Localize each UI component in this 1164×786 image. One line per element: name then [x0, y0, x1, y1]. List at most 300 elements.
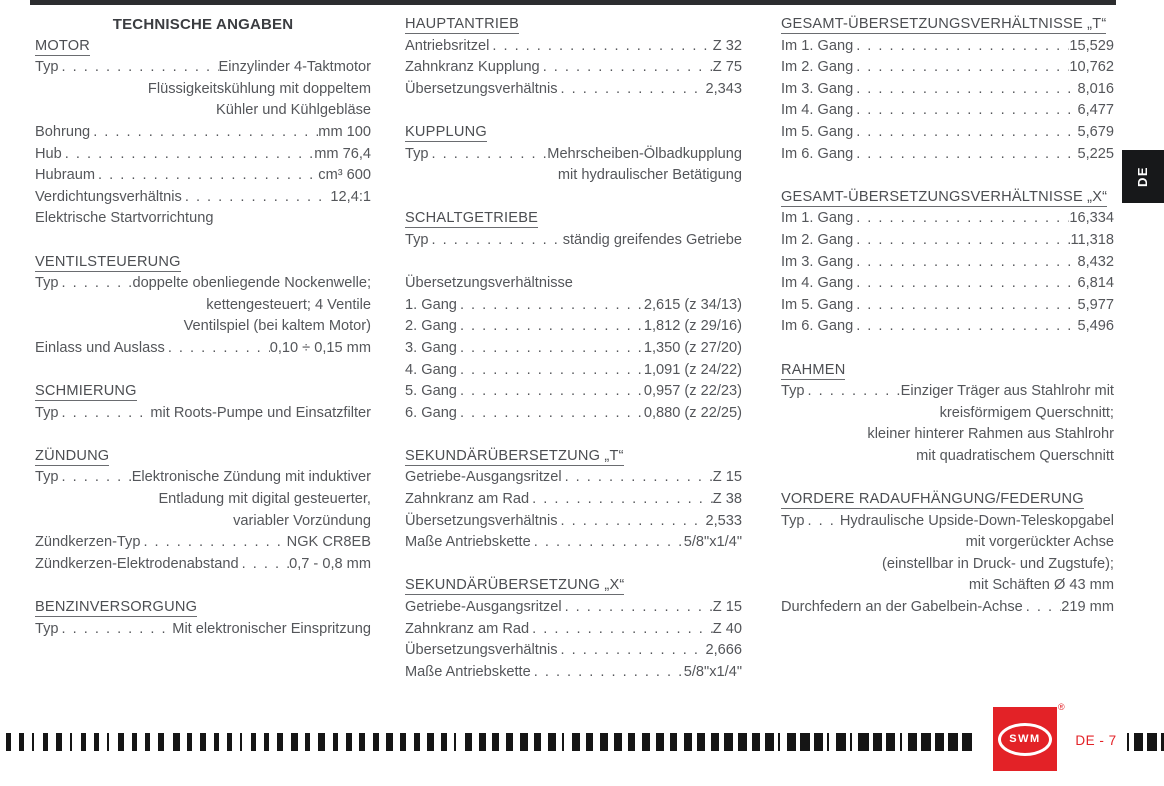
dot-leader	[805, 381, 901, 403]
barcode-bar	[873, 733, 882, 751]
spec-label: 4. Gang	[405, 361, 457, 378]
spec-value: 2,533	[705, 512, 742, 529]
spec-section	[35, 446, 371, 576]
spec-value: Mit elektronischer Einspritzung	[172, 620, 371, 637]
section-heading	[405, 122, 742, 144]
spec-section	[781, 187, 1114, 338]
section-heading-text: GESAMT-ÜBERSETZUNGSVERHÄLTNISSE „T“	[781, 16, 1107, 32]
barcode-bar	[158, 733, 164, 751]
spec-section	[35, 36, 371, 230]
spec-section	[781, 14, 1114, 165]
barcode-bar	[333, 733, 338, 751]
spec-row	[781, 381, 1114, 403]
spec-value: 11,318	[1070, 231, 1114, 248]
barcode-bar	[711, 733, 719, 751]
section-heading-text: GESAMT-ÜBERSETZUNGSVERHÄLTNISSE „X“	[781, 188, 1108, 205]
spec-row	[405, 403, 742, 425]
spec-value: 219 mm	[1061, 599, 1114, 616]
spec-value: Hydraulische Upside-Down-Teleskopgabel	[839, 512, 1114, 529]
barcode-bar	[132, 733, 137, 751]
spec-row	[35, 187, 371, 209]
barcode-bar	[670, 733, 677, 751]
spec-label: Zahnkranz Kupplung	[405, 59, 540, 76]
spec-row	[405, 597, 742, 619]
spec-value: 5/8"x1/4"	[683, 534, 742, 551]
spec-label: Im 2. Gang	[781, 59, 854, 76]
barcode-bar	[305, 733, 310, 751]
spec-row	[405, 338, 742, 360]
spec-label: Im 4. Gang	[781, 275, 854, 292]
barcode-bar	[724, 733, 733, 751]
section-heading-text: SCHALTGETRIEBE	[405, 210, 539, 227]
barcode-bar	[900, 733, 902, 751]
spec-line: Kühler und Kühlgebläse	[216, 102, 371, 119]
spec-label: Typ	[781, 383, 805, 400]
spec-row	[781, 57, 1114, 79]
dot-leader	[457, 360, 644, 382]
spec-label: Typ	[35, 59, 59, 76]
spec-section	[405, 122, 742, 187]
barcode-bar	[520, 733, 528, 751]
barcode-bar	[145, 733, 150, 751]
barcode-bar	[56, 733, 62, 751]
barcode-bar	[948, 733, 958, 751]
barcode-bar	[534, 733, 541, 751]
spec-value: 1,091 (z 24/22)	[643, 361, 742, 378]
barcode-bar	[800, 733, 810, 751]
barcode-bar	[173, 733, 180, 751]
spec-row	[781, 597, 1114, 619]
spec-row	[35, 619, 371, 641]
barcode-bar	[628, 733, 635, 751]
spec-label: Zahnkranz am Rad	[405, 491, 530, 508]
dot-leader	[853, 57, 1069, 79]
barcode-bar	[787, 733, 796, 751]
barcode-bar	[264, 733, 269, 751]
section-heading	[781, 14, 1114, 36]
dot-leader	[531, 662, 684, 684]
spec-value: 2,666	[705, 642, 742, 659]
spec-row	[405, 79, 742, 101]
spec-label: 3. Gang	[405, 339, 457, 356]
spec-row	[405, 532, 742, 554]
barcode-bar	[118, 733, 124, 751]
barcode-bar	[827, 733, 829, 751]
spec-line: mit hydraulischer Betätigung	[557, 167, 742, 184]
dot-leader	[457, 403, 644, 425]
swm-logo-oval	[998, 723, 1052, 756]
spec-label: Bohrung	[35, 123, 91, 140]
spec-label: Durchfedern an der Gabelbein-Achse	[781, 599, 1023, 616]
spec-row	[35, 57, 371, 79]
spec-value: ständig greifendes Getriebe	[562, 231, 742, 248]
spec-row	[781, 122, 1114, 144]
barcode-bar	[6, 733, 11, 751]
spec-value: 8,016	[1077, 80, 1114, 97]
spec-value: Mehrscheiben-Ölbadkupplung	[547, 145, 742, 162]
spec-row	[781, 100, 1114, 122]
language-tab	[1122, 150, 1164, 203]
spec-label: Übersetzungsverhältnis	[405, 512, 558, 529]
spec-row	[405, 467, 742, 489]
spec-row	[35, 554, 371, 576]
dot-leader	[558, 79, 706, 101]
barcode-bar	[414, 733, 420, 751]
spec-label: 1. Gang	[405, 296, 457, 313]
spec-value: Z 38	[712, 491, 742, 508]
barcode-bar	[400, 733, 406, 751]
barcode-bar	[427, 733, 434, 751]
spec-row	[781, 144, 1114, 166]
swm-logo-text: SWM	[1009, 733, 1041, 745]
barcode-bar	[291, 733, 298, 751]
spec-section	[781, 489, 1114, 619]
spec-value: Einzylinder 4-Taktmotor	[218, 59, 371, 76]
dot-leader	[59, 273, 133, 295]
spec-value: 8,432	[1077, 253, 1114, 270]
spec-value: doppelte obenliegende Nockenwelle;	[132, 275, 371, 292]
barcode-bar	[506, 733, 513, 751]
spec-value: Elektronische Zündung mit induktiver	[131, 469, 371, 486]
dot-leader	[853, 79, 1077, 101]
spec-row	[781, 208, 1114, 230]
spec-label: Im 6. Gang	[781, 318, 854, 335]
spec-label: Im 1. Gang	[781, 37, 854, 54]
dot-leader	[558, 511, 706, 533]
spec-row	[405, 662, 742, 684]
spec-value: Z 15	[712, 469, 742, 486]
spec-value: 1,812 (z 29/16)	[643, 318, 742, 335]
spec-row	[781, 273, 1114, 295]
spec-section	[35, 381, 371, 424]
spec-line: variabler Vorzündung	[233, 512, 371, 529]
spec-row	[781, 511, 1114, 533]
dot-leader	[489, 36, 712, 58]
spec-line: mit vorgerückter Achse	[965, 534, 1114, 551]
barcode-bar	[479, 733, 486, 751]
section-heading-text: HAUPTANTRIEB	[405, 16, 520, 32]
spec-label: Im 6. Gang	[781, 145, 854, 162]
section-heading-text: RAHMEN	[781, 361, 846, 378]
spec-label: Typ	[35, 404, 59, 421]
spec-value: 6,477	[1077, 102, 1114, 119]
barcode-bar	[19, 733, 24, 751]
spec-label: Im 3. Gang	[781, 253, 854, 270]
spec-row	[35, 165, 371, 187]
spec-label: Typ	[405, 145, 429, 162]
dot-leader	[429, 230, 563, 252]
left-column	[35, 14, 371, 640]
spec-value: 0,10 ÷ 0,15 mm	[269, 339, 371, 356]
dot-leader	[457, 316, 644, 338]
spec-row	[405, 316, 742, 338]
spec-label: Typ	[35, 469, 59, 486]
page-title: TECHNISCHE ANGABEN	[112, 16, 294, 33]
spec-section	[405, 575, 742, 683]
spec-row	[781, 79, 1114, 101]
section-heading-text: ZÜNDUNG	[35, 447, 110, 464]
barcode-bar	[70, 733, 72, 751]
top-rule	[30, 0, 1116, 5]
section-heading-text: BENZINVERSORGUNG	[35, 599, 198, 616]
spec-row	[405, 489, 742, 511]
spec-label: Typ	[405, 231, 429, 248]
barcode-bar	[227, 733, 232, 751]
spec-row	[781, 295, 1114, 317]
dot-leader	[805, 511, 840, 533]
barcode-bar	[908, 733, 917, 751]
spec-line: kettengesteuert; 4 Ventile	[206, 296, 371, 313]
dot-leader	[531, 532, 684, 554]
spec-row	[405, 619, 742, 641]
spec-line: kleiner hinterer Rahmen aus Stahlrohr	[867, 426, 1114, 443]
barcode-bar	[107, 733, 109, 751]
barcode-bar	[600, 733, 608, 751]
dot-leader	[59, 619, 173, 641]
spec-row	[405, 144, 742, 166]
spec-value: 5,679	[1077, 123, 1114, 140]
barcode-bar	[441, 733, 447, 751]
spec-value: 0,957 (z 22/23)	[643, 383, 742, 400]
spec-line: Übersetzungsverhältnisse	[405, 275, 573, 292]
spec-row	[781, 252, 1114, 274]
barcode-bar	[921, 733, 931, 751]
spec-label: Im 5. Gang	[781, 123, 854, 140]
spec-label: Maße Antriebskette	[405, 663, 531, 680]
spec-value: 12,4:1	[330, 188, 371, 205]
spec-label: Getriebe-Ausgangsritzel	[405, 599, 562, 616]
barcode-bar	[1147, 733, 1157, 751]
spec-value: Einziger Träger aus Stahlrohr mit	[900, 383, 1114, 400]
spec-line: mit Schäften Ø 43 mm	[968, 577, 1114, 594]
dot-leader	[562, 467, 713, 489]
dot-leader	[90, 122, 318, 144]
barcode-bar	[886, 733, 895, 751]
spec-row	[35, 532, 371, 554]
spec-label: Im 3. Gang	[781, 80, 854, 97]
dot-leader	[457, 381, 644, 403]
spec-label: Übersetzungsverhältnis	[405, 642, 558, 659]
spec-section	[781, 360, 1114, 468]
barcode-bar	[562, 733, 564, 751]
spec-row	[35, 122, 371, 144]
spec-value: 6,814	[1077, 275, 1114, 292]
spec-row	[405, 295, 742, 317]
spec-value: 5,496	[1077, 318, 1114, 335]
section-heading-text: SCHMIERUNG	[35, 383, 137, 400]
dot-leader	[853, 295, 1077, 317]
barcode-bar	[656, 733, 664, 751]
spec-value: mm 100	[318, 123, 371, 140]
barcode-bar	[548, 733, 556, 751]
barcode-bar	[81, 733, 86, 751]
section-heading-text: MOTOR	[35, 37, 91, 54]
section-heading	[781, 187, 1114, 209]
footer-barcode-right	[1127, 733, 1164, 751]
barcode-bar	[642, 733, 650, 751]
barcode-bar	[200, 733, 206, 751]
dot-leader	[429, 144, 548, 166]
barcode-bar	[187, 733, 192, 751]
dot-leader	[59, 467, 132, 489]
spec-label: Übersetzungsverhältnis	[405, 80, 558, 97]
barcode-bar	[346, 733, 352, 751]
spec-value: 0,880 (z 22/25)	[643, 404, 742, 421]
dot-leader	[853, 316, 1077, 338]
spec-value: 15,529	[1069, 37, 1114, 54]
barcode-bar	[765, 733, 774, 751]
spec-section	[35, 252, 371, 360]
section-heading	[35, 252, 371, 274]
barcode-bar	[454, 733, 456, 751]
dot-leader	[59, 57, 219, 79]
dot-leader	[853, 252, 1077, 274]
spec-value: 10,762	[1069, 59, 1114, 76]
section-heading	[35, 381, 371, 403]
dot-leader	[853, 122, 1077, 144]
barcode-bar	[373, 733, 379, 751]
spec-value: mit Roots-Pumpe und Einsatzfilter	[150, 404, 371, 421]
barcode-bar	[1127, 733, 1129, 751]
spec-section	[405, 14, 742, 100]
spec-line: Elektrische Startvorrichtung	[35, 210, 214, 227]
spec-label: Im 2. Gang	[781, 231, 854, 248]
spec-line: (einstellbar in Druck- und Zugstufe);	[882, 555, 1114, 572]
spec-value: NGK CR8EB	[286, 534, 371, 551]
spec-row	[35, 467, 371, 489]
footer-barcode-left	[6, 733, 974, 751]
dot-leader	[165, 338, 270, 360]
barcode-bar	[962, 733, 972, 751]
spec-value: 0,7 - 0,8 mm	[289, 555, 371, 572]
dot-leader	[59, 403, 151, 425]
spec-label: Hubraum	[35, 167, 96, 184]
dot-leader	[562, 597, 713, 619]
spec-label: Antriebsritzel	[405, 37, 490, 54]
section-heading	[405, 14, 742, 36]
section-heading	[405, 446, 742, 468]
spec-line: Ventilspiel (bei kaltem Motor)	[183, 318, 371, 335]
barcode-bar	[318, 733, 325, 751]
spec-row	[35, 403, 371, 425]
spec-label: 2. Gang	[405, 318, 457, 335]
spec-value: cm³ 600	[318, 167, 371, 184]
spec-value: 5,977	[1077, 296, 1114, 313]
dot-leader	[182, 187, 331, 209]
spec-label: Typ	[35, 620, 59, 637]
spec-value: Z 32	[712, 37, 742, 54]
barcode-bar	[386, 733, 393, 751]
spec-value: 2,343	[705, 80, 742, 97]
section-heading	[781, 489, 1114, 511]
spec-label: Getriebe-Ausgangsritzel	[405, 469, 562, 486]
spec-line: Flüssigkeitskühlung mit doppeltem	[147, 80, 371, 97]
spec-row	[405, 511, 742, 533]
dot-leader	[853, 273, 1077, 295]
spec-label: Einlass und Auslass	[35, 339, 165, 356]
dot-leader	[853, 100, 1077, 122]
language-tab-label: DE	[1135, 165, 1151, 188]
spec-row	[35, 144, 371, 166]
spec-value: 2,615 (z 34/13)	[643, 296, 742, 313]
spec-row	[405, 230, 742, 252]
spec-row	[781, 316, 1114, 338]
section-heading	[405, 208, 742, 230]
spec-label: Typ	[781, 512, 805, 529]
spec-row	[781, 230, 1114, 252]
middle-column	[405, 14, 742, 683]
barcode-bar	[214, 733, 219, 751]
dot-leader	[853, 208, 1069, 230]
dot-leader	[529, 489, 713, 511]
barcode-bar	[778, 733, 780, 751]
spec-value: Z 40	[712, 620, 742, 637]
barcode-bar	[240, 733, 242, 751]
section-heading-text: VENTILSTEUERUNG	[35, 253, 181, 270]
spec-label: Im 4. Gang	[781, 102, 854, 119]
barcode-bar	[752, 733, 760, 751]
dot-leader	[95, 165, 318, 187]
dot-leader	[540, 57, 713, 79]
spec-label: Im 1. Gang	[781, 210, 854, 227]
dot-leader	[457, 295, 644, 317]
section-heading	[35, 36, 371, 58]
spec-line: kreisförmigem Querschnitt;	[939, 404, 1114, 421]
spec-label: Zahnkranz am Rad	[405, 620, 530, 637]
section-heading-text: VORDERE RADAUFHÄNGUNG/FEDERUNG	[781, 491, 1084, 508]
barcode-bar	[94, 733, 99, 751]
dot-leader	[1023, 597, 1062, 619]
right-column	[781, 14, 1114, 619]
section-heading-text: SEKUNDÄRÜBERSETZUNG „T“	[405, 447, 624, 464]
spec-row	[405, 36, 742, 58]
section-heading	[35, 597, 371, 619]
barcode-bar	[684, 733, 692, 751]
barcode-bar	[858, 733, 869, 751]
barcode-bar	[814, 733, 823, 751]
barcode-bar	[277, 733, 283, 751]
barcode-bar	[572, 733, 580, 751]
spec-label: Zündkerzen-Typ	[35, 534, 141, 551]
barcode-bar	[492, 733, 499, 751]
spec-section	[35, 597, 371, 640]
dot-leader	[457, 338, 644, 360]
spec-label: Verdichtungsverhältnis	[35, 188, 182, 205]
spec-label: Im 5. Gang	[781, 296, 854, 313]
dot-leader	[558, 640, 706, 662]
spec-value: 5/8"x1/4"	[683, 663, 742, 680]
barcode-bar	[850, 733, 852, 751]
spec-value: 5,225	[1077, 145, 1114, 162]
spec-section	[405, 208, 742, 424]
dot-leader	[529, 619, 713, 641]
spec-row	[35, 273, 371, 295]
dot-leader	[62, 144, 314, 166]
section-heading-text: KUPPLUNG	[405, 123, 487, 140]
section-heading-text: SEKUNDÄRÜBERSETZUNG „X“	[405, 577, 625, 594]
barcode-bar	[43, 733, 48, 751]
spec-value: mm 76,4	[314, 145, 371, 162]
spec-label: 6. Gang	[405, 404, 457, 421]
section-heading	[35, 446, 371, 468]
barcode-bar	[836, 733, 846, 751]
barcode-bar	[359, 733, 365, 751]
spec-label: Zündkerzen-Elektrodenabstand	[35, 555, 239, 572]
spec-value: 16,334	[1069, 210, 1114, 227]
dot-leader	[853, 230, 1070, 252]
spec-value: Z 15	[712, 599, 742, 616]
spec-row	[405, 381, 742, 403]
